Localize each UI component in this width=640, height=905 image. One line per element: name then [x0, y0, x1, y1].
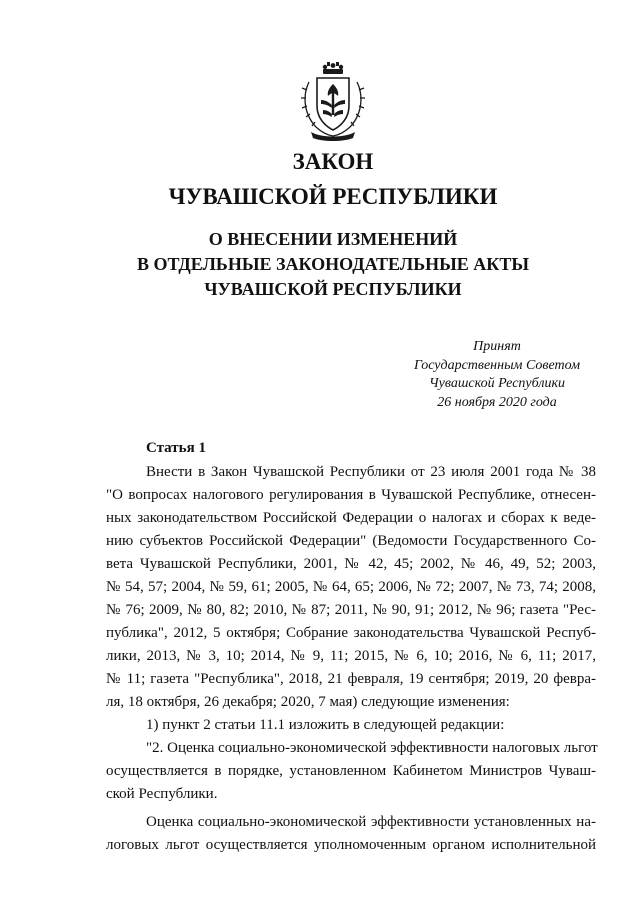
- body-line: публика", 2012, 5 октября; Собрание законодательства Чувашской Респуб-: [106, 625, 596, 641]
- law-subtitle-line-3: ЧУВАШСКОЙ РЕСПУБЛИКИ: [204, 279, 462, 299]
- body-line: Оценка социально-экономической эффективности установленных на-: [146, 814, 596, 830]
- coat-of-arms-icon: [297, 60, 369, 142]
- adoption-line: Государственным Советом: [413, 357, 581, 373]
- article-heading: Статья 1: [146, 440, 206, 456]
- law-title: ЗАКОН: [292, 149, 374, 174]
- body-line: ской Республики.: [106, 786, 218, 802]
- body-line: осуществляется в порядке, установленном Кабинетом Министров Чуваш-: [106, 763, 596, 779]
- body-line: логовых льгот осуществляется уполномоченным органом исполнительной: [106, 837, 596, 853]
- body-line: 1) пункт 2 статьи 11.1 изложить в следующей редакции:: [146, 717, 505, 733]
- body-line: ных законодательством Российской Федерации о налогах и сборах к веде-: [106, 510, 596, 526]
- body-line: ля, 18 октября, 26 декабря; 2020, 7 мая) следующие изменения:: [106, 694, 510, 710]
- body-line: № 54, 57; 2004, № 59, 61; 2005, № 64, 65; 2006, № 72; 2007, № 73, 74; 2008,: [106, 579, 596, 595]
- adoption-date: 26 ноября 2020 года: [437, 394, 557, 410]
- adoption-note: [400, 338, 594, 412]
- adoption-line: Чувашской Республики: [429, 376, 565, 391]
- body-line: нию субъектов Российской Федерации" (Ведомости Государственного Со-: [106, 533, 596, 549]
- body-line: № 76; 2009, № 80, 82; 2010, № 87; 2011, № 90, 91; 2012, № 96; газета "Рес-: [106, 602, 596, 618]
- body-line: "О вопросах налогового регулирования в Чувашской Республике, отнесен-: [106, 487, 596, 503]
- body-line: Внести в Закон Чувашской Республики от 23 июля 2001 года № 38: [146, 464, 596, 480]
- body-line: № 11; газета "Республика", 2018, 21 февраля, 19 сентября; 2019, 20 февра-: [106, 671, 596, 687]
- adoption-line: Принят: [473, 339, 521, 354]
- body-line: вета Чувашской Республики, 2001, № 42, 45; 2002, № 46, 49, 52; 2003,: [106, 556, 596, 572]
- law-subtitle-line-2: В ОТДЕЛЬНЫЕ ЗАКОНОДАТЕЛЬНЫЕ АКТЫ: [136, 254, 530, 274]
- body-line: лики, 2013, № 3, 10; 2014, № 9, 11; 2015, № 6, 10; 2016, № 6, 11; 2017,: [106, 648, 596, 664]
- law-subtitle-line-1: О ВНЕСЕНИИ ИЗМЕНЕНИЙ: [208, 229, 458, 249]
- law-republic-title: ЧУВАШСКОЙ РЕСПУБЛИКИ: [168, 184, 498, 209]
- body-line: "2. Оценка социально-экономической эффективности налоговых льгот: [146, 740, 598, 756]
